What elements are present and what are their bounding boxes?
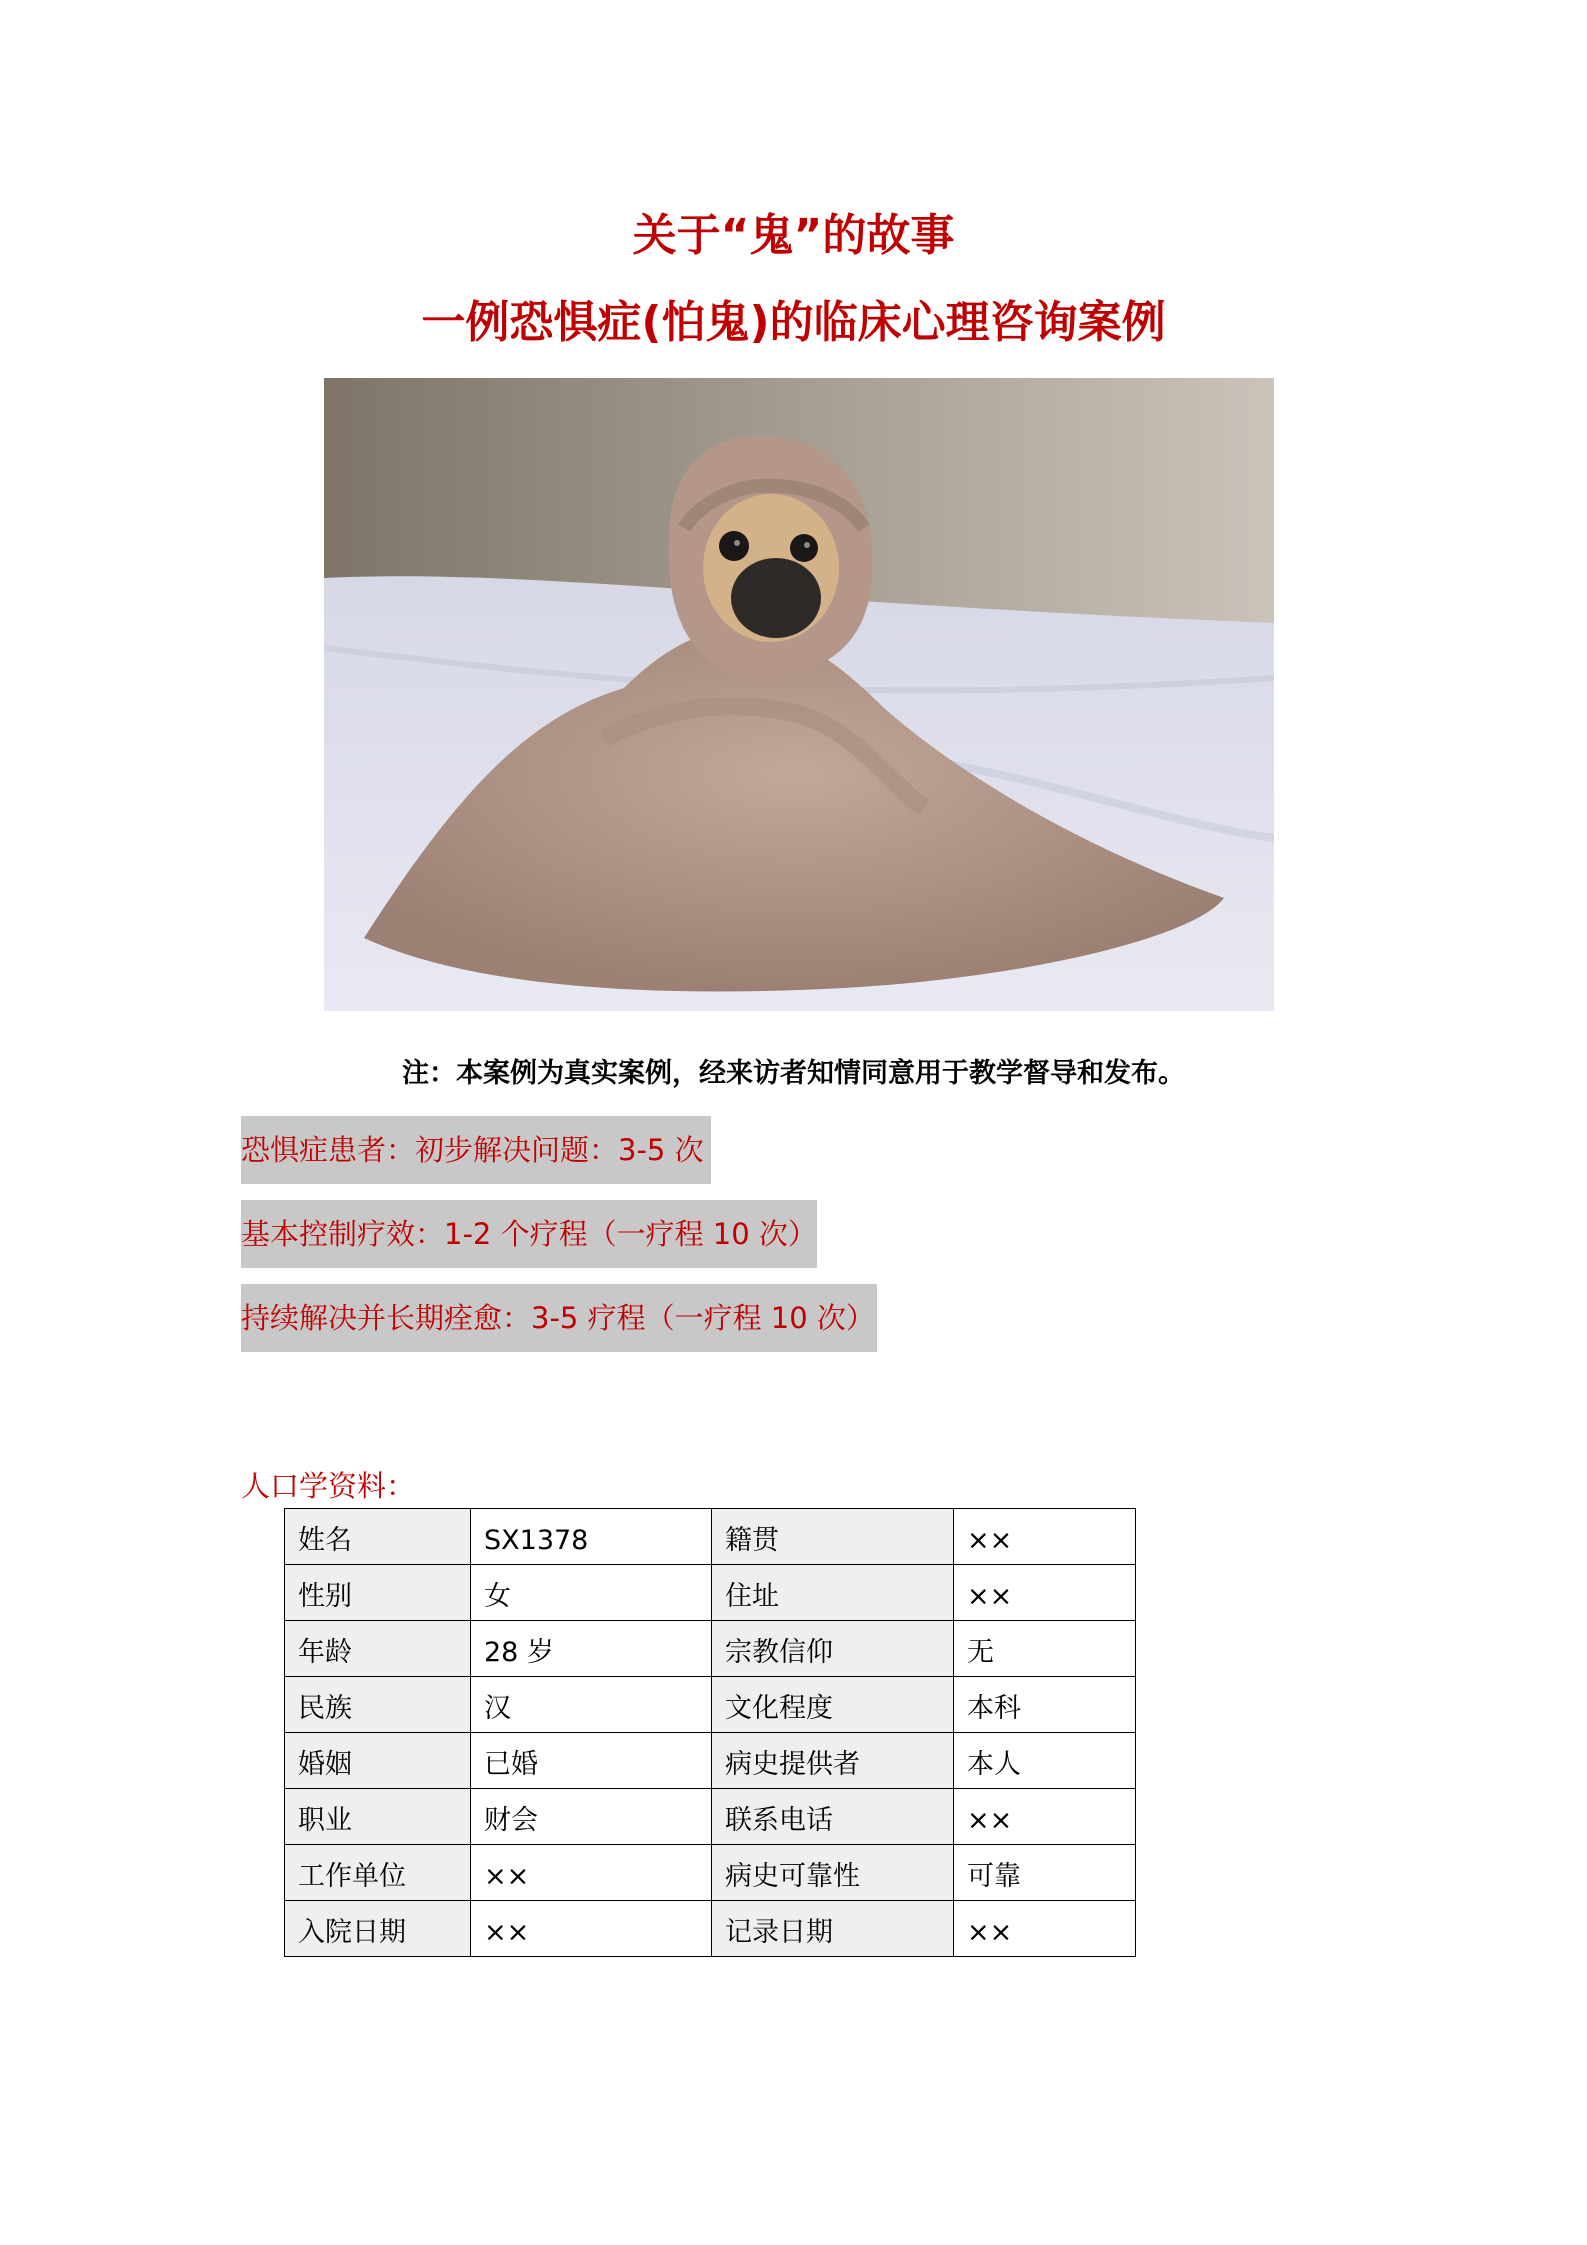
field-label: 文化程度 [712, 1677, 954, 1733]
table-row [285, 1677, 1136, 1733]
field-value: 汉 [471, 1677, 712, 1733]
highlight-long-term-cure: 持续解决并长期痊愈：3-5 疗程（一疗程 10 次） [241, 1284, 877, 1352]
field-value: ×× [954, 1789, 1136, 1845]
field-value: 28 岁 [471, 1621, 712, 1677]
pug-photo [324, 378, 1274, 1011]
field-label: 入院日期 [285, 1901, 471, 1957]
field-value: 无 [954, 1621, 1136, 1677]
case-note: 注：本案例为真实案例，经来访者知情同意用于教学督导和发布。 [402, 1058, 1185, 1089]
field-value: 本科 [954, 1677, 1136, 1733]
field-label: 工作单位 [285, 1845, 471, 1901]
field-value: 可靠 [954, 1845, 1136, 1901]
field-value: ×× [471, 1845, 712, 1901]
table-row [285, 1509, 1136, 1565]
field-label: 姓名 [285, 1509, 471, 1565]
field-label: 宗教信仰 [712, 1621, 954, 1677]
field-value: ×× [954, 1901, 1136, 1957]
field-label: 性别 [285, 1565, 471, 1621]
field-label: 职业 [285, 1789, 471, 1845]
field-label: 病史可靠性 [712, 1845, 954, 1901]
field-label: 年龄 [285, 1621, 471, 1677]
demographics-heading: 人口学资料： [241, 1469, 416, 1503]
table-row [285, 1845, 1136, 1901]
field-value: 财会 [471, 1789, 712, 1845]
field-label: 婚姻 [285, 1733, 471, 1789]
demographics-table [284, 1508, 1136, 1957]
field-value: ×× [954, 1565, 1136, 1621]
field-value: ×× [471, 1901, 712, 1957]
field-value: 女 [471, 1565, 712, 1621]
field-label: 民族 [285, 1677, 471, 1733]
table-row [285, 1789, 1136, 1845]
field-label: 记录日期 [712, 1901, 954, 1957]
title-line-1: 关于“鬼”的故事 [632, 210, 955, 261]
field-label: 住址 [712, 1565, 954, 1621]
field-value: ×× [954, 1509, 1136, 1565]
field-label: 籍贯 [712, 1509, 954, 1565]
field-label: 病史提供者 [712, 1733, 954, 1789]
highlight-basic-control: 基本控制疗效：1-2 个疗程（一疗程 10 次） [241, 1200, 817, 1268]
highlight-initial-sessions: 恐惧症患者：初步解决问题：3-5 次 [241, 1116, 711, 1184]
table-row [285, 1621, 1136, 1677]
title-line-2: 一例恐惧症(怕鬼)的临床心理咨询案例 [421, 297, 1166, 348]
field-value: 已婚 [471, 1733, 712, 1789]
field-value: 本人 [954, 1733, 1136, 1789]
table-row [285, 1901, 1136, 1957]
table-row [285, 1733, 1136, 1789]
field-value: SX1378 [471, 1509, 712, 1565]
field-label: 联系电话 [712, 1789, 954, 1845]
demographics-table-body [285, 1509, 1136, 1957]
table-row [285, 1565, 1136, 1621]
